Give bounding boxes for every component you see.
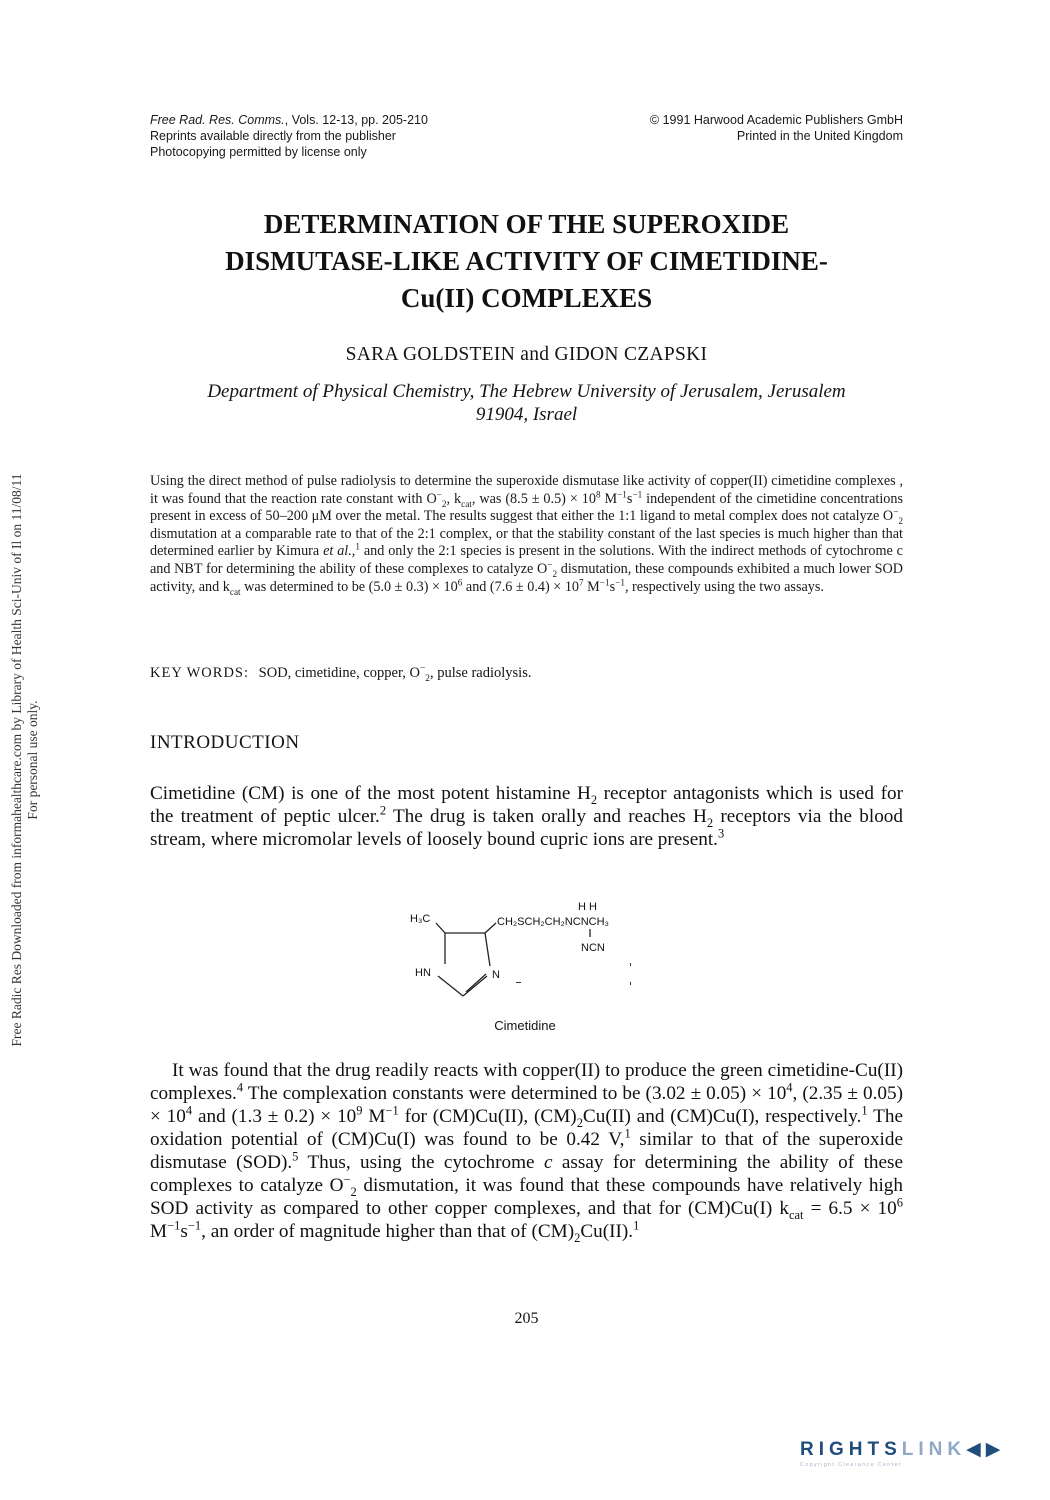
ring-bond-right <box>485 933 490 966</box>
copyright-line: © 1991 Harwood Academic Publishers GmbH <box>649 113 903 127</box>
methyl-label: H₃C <box>410 913 431 925</box>
paper-title <box>150 206 903 317</box>
stray-mark-1 <box>630 963 631 966</box>
h-h-label: H H <box>578 901 597 913</box>
rightslink-wordmark: RIGHTSLINK◀▶ <box>800 1439 1006 1460</box>
section-heading-introduction: INTRODUCTION <box>150 732 300 753</box>
key-words-label: KEY WORDS: <box>150 665 250 681</box>
affiliation-line-1: Department of Physical Chemistry, The Hebrew University of Jerusalem, Jerusalem <box>207 381 846 402</box>
rightslink-tagline: Copyright Clearance Center <box>800 1462 902 1468</box>
authors: SARA GOLDSTEIN and GIDON CZAPSKI <box>345 344 708 365</box>
printed-line: Printed in the United Kingdom <box>736 129 903 143</box>
intro-paragraph-2: It was found that the drug readily reacts with copper(II) to produce the green cimetidine-Cu(II) complexes.$^4$ The complexation constants were determined to be $(3.02 \pm 0.05) \times 10^4$, $(2.35 \pm 0.05) \times 10^4$ and $(1.3 \pm 0.2) \times 10^9$ $M^{-1}$ for (CM)Cu(II), $(CM)_2Cu(II)$ and (CM)Cu(I), respectively.$^1$ The oxidation potential of (CM)Cu(I) was found to be 0.42 V,$^1$ similar to that of the superoxide dismutase (SOD).$^5$ Thus, using the cytochrome c assay for determining the ability of these complexes to catalyze $O^-_2$ dismutation, it was found that these compounds have relatively high SOD activity as compared to other copper complexes, and that for (CM)Cu(I) $k_{cat} = 6.5 \times 10^6$ $M^{-1}s^{-1}$, an order of magnitude higher than that of $(CM)_2Cu(II).^1$ <box>150 1060 903 1245</box>
title-line-2: DISMUTASE-LIKE ACTIVITY OF CIMETIDINE- <box>225 246 828 276</box>
citation-line-2: Reprints available directly from the publisher <box>150 129 396 143</box>
download-watermark <box>0 0 50 1500</box>
n-label: N <box>492 969 500 981</box>
rightslink-arrow-icon: ◀▶ <box>966 1439 1006 1460</box>
hn-label: HN <box>415 967 431 979</box>
cyano-label: NCN <box>581 942 605 954</box>
publisher-info <box>560 112 903 144</box>
affiliation-line-2: 91904, Israel <box>475 404 578 425</box>
ring-bond-bottom-right <box>463 976 487 996</box>
title-line-1: DETERMINATION OF THE SUPEROXIDE <box>263 209 790 239</box>
ring-bond-bottom-left <box>438 976 463 996</box>
rightslink-logo[interactable] <box>800 1438 1040 1478</box>
citation-line-1: Free Rad. Res. Comms., Vols. 12-13, pp. 205-210 <box>150 113 428 127</box>
citation-line-3: Photocopying permitted by license only <box>150 145 367 159</box>
abstract: Using the direct method of pulse radiolysis to determine the superoxide dismutase like activity of copper(II) cimetidine complexes , it was found that the reaction rate constant with $O^-_2$, $k_{cat}$, was $(8.5 \pm 0.5) \times 10^8$ $M^{-1}s^{-1}$ independent of the cimetidine concentrations present in excess of 50–200 μM over the metal. The results suggest that either the 1:1 ligand to metal complex does not catalyze $O^-_2$ dismutation at a comparable rate to that of the 2:1 complex, or that the stability constant of the last species is much higher than that determined earlier by Kimura et al.,$^1$ and only the 2:1 species is present in the solutions. With the indirect methods of cytochrome c and NBT for determining the ability of these complexes to catalyze $O^-_2$ dismutation, these compounds exhibited a much lower SOD activity, and $k_{cat}$ was determined to be $(5.0 \pm 0.3) \times 10^6$ and $(7.6 \pm 0.4) \times 10^7$ $M^{-1}s^{-1}$, respectively using the two assays. <box>150 473 904 597</box>
methyl-bond <box>436 923 445 933</box>
side-chain-label: CH₂SCH₂CH₂NCNCH₃ <box>497 916 610 928</box>
ring-double-bond <box>466 974 486 992</box>
title-line-3: Cu(II) COMPLEXES <box>400 283 653 313</box>
watermark-line-1: Free Radic Res Downloaded from informahealthcare.com by Library of Health Sci-Univ of Il on 11/08/11 <box>9 473 24 1047</box>
page-number: 205 <box>514 1310 539 1327</box>
intro-paragraph-1: Cimetidine (CM) is one of the most potent histamine $H_2$ receptor antagonists which is used for the treatment of peptic ulcer.$^2$ The drug is taken orally and reaches $H_2$ receptors via the blood stream, where micromolar levels of loosely bound cupric ions are present.$^3$ <box>150 783 903 850</box>
affiliation <box>150 380 903 426</box>
journal-citation <box>150 112 530 160</box>
watermark-line-2: For personal use only. <box>25 700 40 820</box>
figure-caption: Cimetidine <box>494 1018 556 1033</box>
chain-bond <box>485 923 496 933</box>
stray-dash-mark <box>516 982 521 983</box>
stray-mark-2 <box>630 982 631 985</box>
cimetidine-structure-figure <box>400 896 650 1026</box>
key-words: KEY WORDS: SOD, cimetidine, copper, $O^-_2$, pulse radiolysis. <box>150 664 532 684</box>
